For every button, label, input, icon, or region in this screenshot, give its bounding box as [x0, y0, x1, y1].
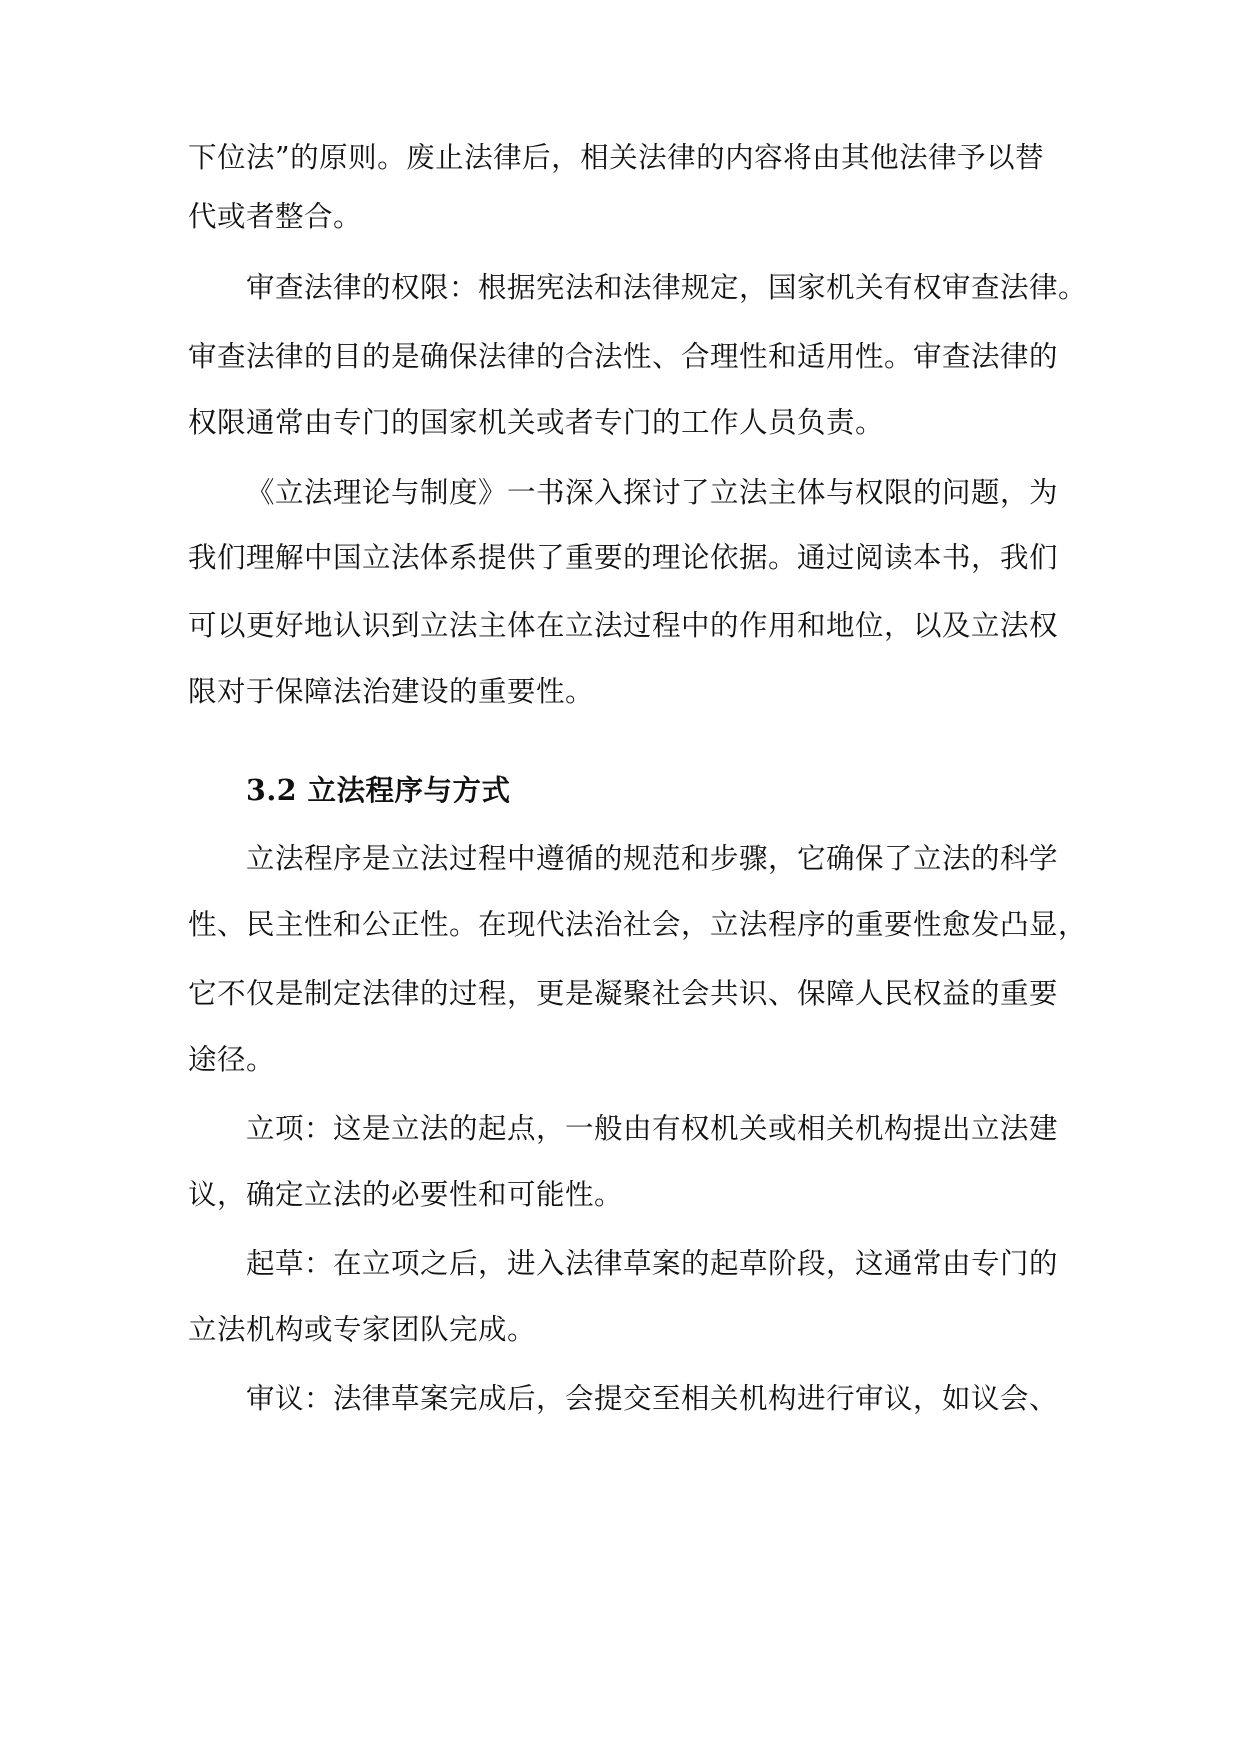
text-line: 途径。 [188, 1043, 276, 1076]
text-line: 限对于保障法治建设的重要性。 [188, 675, 595, 708]
text-line: 性、民主性和公正性。在现代法治社会，立法程序的重要性愈发凸显， [188, 908, 1088, 941]
text-line: 立法程序是立法过程中遵循的规范和步骤，它确保了立法的科学 [246, 842, 1059, 875]
text-line: 我们理解中国立法体系提供了重要的理论依据。通过阅读本书，我们 [188, 541, 1059, 574]
text-line: 代或者整合。 [188, 200, 363, 233]
text-line: 审查法律的权限：根据宪法和法律规定，国家机关有权审查法律。 [246, 271, 1088, 304]
text-line: 下位法”的原则。废止法律后，相关法律的内容将由其他法律予以替 [188, 141, 1045, 174]
text-line: 《立法理论与制度》一书深入探讨了立法主体与权限的问题，为 [246, 476, 1059, 509]
text-line: 立法机构或专家团队完成。 [188, 1313, 537, 1346]
text-line: 起草：在立项之后，进入法律草案的起草阶段，这通常由专门的 [246, 1247, 1059, 1280]
text-line: 它不仅是制定法律的过程，更是凝聚社会共识、保障人民权益的重要 [188, 977, 1059, 1010]
text-line: 立项：这是立法的起点，一般由有权机关或相关机构提出立法建 [246, 1112, 1059, 1145]
text-line: 可以更好地认识到立法主体在立法过程中的作用和地位，以及立法权 [188, 609, 1059, 642]
text-line: 权限通常由专门的国家机关或者专门的工作人员负责。 [188, 406, 885, 439]
text-line: 审查法律的目的是确保法律的合法性、合理性和适用性。审查法律的 [188, 340, 1059, 373]
text-line: 议，确定立法的必要性和可能性。 [188, 1178, 624, 1211]
text-line: 审议：法律草案完成后，会提交至相关机构进行审议，如议会、 [246, 1382, 1059, 1415]
section-heading: 3.2 立法程序与方式 [246, 773, 511, 807]
